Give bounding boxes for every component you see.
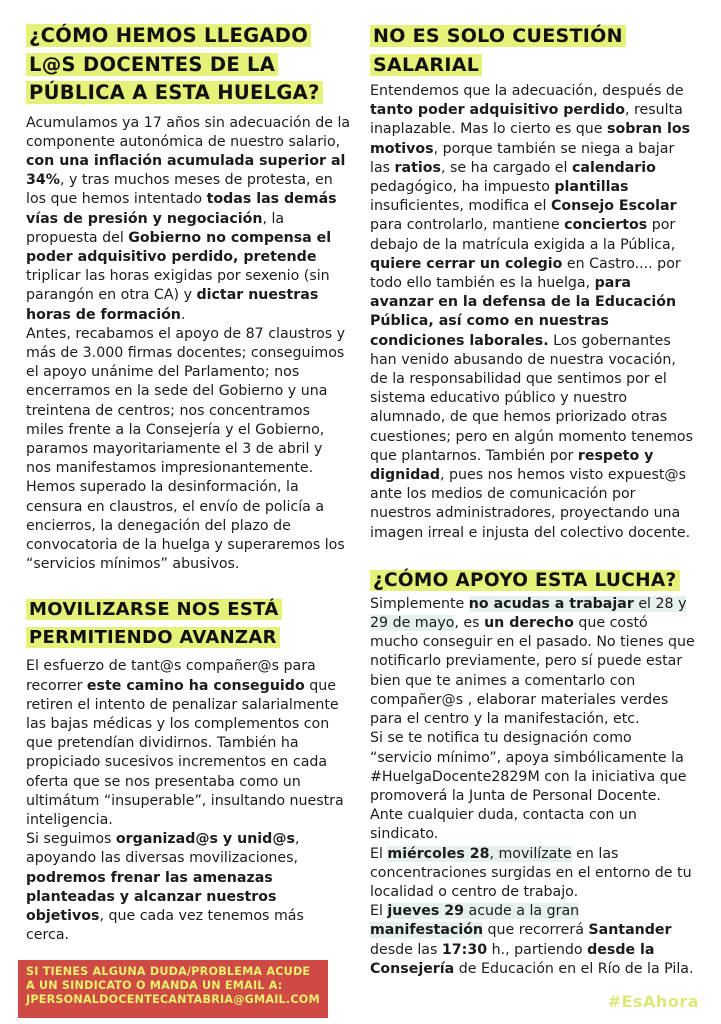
text-run: desde las (370, 941, 442, 958)
hashtag: #EsAhora (607, 992, 699, 1011)
contact-notice-text: SI TIENES ALGUNA DUDA/PROBLEMA ACUDE A UN SINDICATO O MANDA UN EMAIL A: (26, 965, 311, 992)
text-run: de Educación en el Río de la Pila. (454, 960, 694, 977)
paragraph-keep-united (26, 830, 351, 945)
text-run: El esfuerzo de tant@s compañer@s para recorrer (26, 658, 316, 694)
paragraph-reasons (370, 82, 695, 543)
text-run: en las concentraciones surgidas en el entorno de tu localidad o centro de trabajo. (370, 845, 692, 900)
text-run: . (180, 306, 186, 323)
text-run: , resulta inaplazable. Mas lo cierto es que (370, 102, 683, 138)
bold-text-run: jueves 29 (387, 903, 465, 920)
bold-text-run: con una inflación acumulada superior al 34% (26, 152, 346, 189)
bold-text-run: quiere cerrar un colegio (370, 255, 563, 272)
section-heading-mobilizing: MOVILIZARSE NOS ESTÁ PERMITIENDO AVANZAR (26, 596, 351, 652)
bold-text-run: este camino ha conseguido (86, 677, 305, 694)
text-run: acude a la gran (464, 903, 580, 920)
text-run: el 28 y 29 de mayo (370, 595, 687, 632)
left-column (26, 0, 351, 945)
text-run: Si seguimos (26, 831, 116, 848)
bold-text-run: no acudas a trabajar (468, 595, 634, 612)
text-run: Los gobernantes han venido abusando de nuestra vocación, de la responsabilidad que sentimos por el sistema educativo público y nuestro alumnado, de que hemos priorizado otras cuestiones; pero en algún momento tenemos que plantarnos. También por (370, 332, 694, 464)
bold-text-run: un derecho (484, 615, 574, 632)
bold-text-run: ratios (394, 159, 441, 176)
text-run: insuficientes, modifica el (370, 198, 551, 215)
text-run: El (370, 845, 388, 862)
text-run: h., partiendo (487, 941, 588, 958)
section-heading-not-only-salary: NO ES SOLO CUESTIÓN SALARIAL (370, 22, 695, 79)
section-heading-why-strike: ¿CÓMO HEMOS LLEGADO L@S DOCENTES DE LA PÚBLICA A ESTA HUELGA? (26, 22, 351, 108)
text-run: en Castro.... por todo ello también es la huelga, (370, 255, 681, 292)
bold-text-run: Consejo Escolar (551, 198, 677, 215)
bold-text-run: todas las demás vías de presión y negociación (26, 191, 337, 227)
text-run: triplicar las horas exigidas por sexenio (sin parangón en otra CA) y (26, 268, 330, 304)
text-run: pedagógico, ha impuesto (370, 179, 555, 196)
bold-text-run: conciertos (564, 217, 648, 234)
contact-email[interactable]: JPERSONALDOCENTECANTABRIA@GMAIL.COM (26, 993, 320, 1006)
section-heading-how-support: ¿CÓMO APOYO ESTA LUCHA? (370, 567, 695, 594)
right-column (370, 0, 695, 979)
text-run: , es (454, 615, 485, 632)
text-run: Antes, recabamos el apoyo de 87 claustros y más de 3.000 firmas docentes; conseguimos el apoyo unánime del Parlamento; nos encerramos en la sede del Gobierno y una treintena de centros; nos concentramos miles frente a la Consejería y el Gobierno, paramos mayoritariamente el 3 de abril y nos manifestamos impresionantemente. Hemos superado la desinformación, la censura en claustros, el envío de policía a encierros, la denegación del plazo de convocatoria de la huelga y superaremos los “servicios mínimos” abusivos. (26, 325, 346, 573)
paragraph-minimum-service (370, 729, 695, 844)
text-run: , pues nos hemos visto expuest@s ante los medios de comunicación por nuestros administradores, proyectando una imagen irreal e injusta del colectivo docente. (370, 467, 691, 541)
bold-text-run: manifestación (370, 922, 484, 939)
contact-notice (18, 960, 328, 1018)
text-run: , que cada vez tenemos más cerca. (26, 908, 304, 944)
text-run: Si se te notifica tu designación como “servicio mínimo”, apoya simbólicamente la #HuelgaDocente2829M con la iniciativa que promoverá la Junta de Personal Docente. Ante cualquier duda, contacta con un sindicato. (370, 730, 687, 843)
text-run: , apoyando las diversas movilizaciones, (26, 831, 300, 867)
bold-text-run: dictar nuestras horas de formación (26, 287, 319, 323)
text-run: Acumulamos ya 17 años sin adecuación de la componente autonómica de nuestro salario, (26, 114, 351, 150)
paragraph-inflation (26, 114, 351, 325)
text-run: por debajo de la matrícula exigida a la Pública, (370, 217, 676, 253)
text-run: para controlarlo, mantiene (370, 217, 565, 234)
bold-text-run: podremos frenar las amenazas planteadas y alcanzar nuestros objetivos (26, 869, 277, 925)
text-run: Simplemente (370, 595, 469, 612)
paragraph-previous-actions (26, 325, 351, 575)
paragraph-thursday (370, 902, 695, 979)
bold-text-run: desde la Consejería (370, 941, 655, 977)
bold-text-run: respeto y dignidad (370, 447, 654, 484)
bold-text-run: Gobierno no compensa el poder adquisitivo perdido, pretende (26, 229, 332, 265)
text-run: , movilízate (489, 845, 572, 862)
bold-text-run: para avanzar en la defensa de la Educación Pública, así como en nuestras condiciones laborales. (370, 275, 677, 349)
paragraph-wednesday (370, 845, 695, 903)
paragraph-dont-work (370, 595, 695, 729)
text-run: , se ha cargado el (440, 159, 572, 176)
bold-text-run: plantillas (554, 179, 629, 196)
text-run: , y tras muchos meses de protesta, en los que hemos intentado (26, 172, 333, 208)
text-run: que costó mucho conseguir en el pasado. No tienes que notificarlo previamente, pero sí puede estar bien que te animes a comentarlo con compañer@s , elaborar materiales verdes para el centro y la manifestación, etc. (370, 615, 695, 728)
bold-text-run: miércoles 28 (387, 845, 490, 862)
bold-text-run: calendario (571, 159, 656, 176)
text-run: que recorrerá (483, 922, 589, 939)
text-run: , la propuesta del (26, 210, 285, 246)
text-run: El (370, 903, 388, 920)
text-run: , porque también se niega a bajar las (370, 140, 675, 176)
bold-text-run: tanto poder adquisitivo perdido (370, 102, 625, 119)
bold-text-run: Santander (588, 922, 672, 939)
text-run: que retiren el intento de penalizar salarialmente las bajas médicas y los complementos con que pretendían dividirnos. También ha propiciado sucesivos incrementos en cada oferta que se nos presentaba como un ultimátum “insuperable”, insultando nuestra inteligencia. (26, 677, 344, 828)
bold-text-run: organizad@s y unid@s (115, 831, 295, 848)
paragraph-achievements (26, 657, 351, 830)
text-run: Entendemos que la adecuación, después de (370, 83, 684, 99)
bold-text-run: 17:30 (441, 941, 488, 958)
bold-text-run: sobran los motivos (370, 121, 691, 157)
